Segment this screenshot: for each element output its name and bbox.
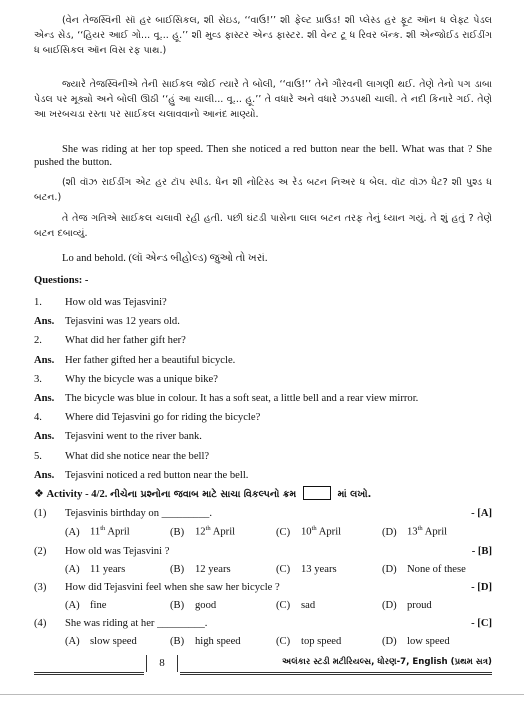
option-text: good bbox=[195, 600, 217, 611]
mcq-question-text: Tejasvinis birthday on _________. bbox=[65, 508, 212, 519]
question-row bbox=[34, 334, 492, 347]
option-day: 11 bbox=[90, 526, 101, 538]
passage-lo-and-behold: Lo and behold. (લૉ એન્ડ બીહોલ્ડ) જુઓ તો ખરાં. bbox=[62, 253, 268, 264]
option-label: (C) bbox=[276, 636, 291, 647]
mcq-option bbox=[65, 563, 125, 576]
mcq-answer: - [D] bbox=[471, 582, 492, 593]
mcq-question-text: How did Tejasvini feel when she saw her bicycle ? bbox=[65, 582, 280, 593]
mcq-number: (1) bbox=[34, 508, 47, 519]
option-text: slow speed bbox=[90, 636, 137, 647]
passage-transliteration-1: (વેન તેજસ્વિની સૉ હર બાઈસિકલ, શી સેઇડ, ‘‘વાઉ!’’ શી ફેલ્ટ પ્રાઉડ! શી પ્લેસ્ડ હર ફૂટ ઑન ધ લેફ્ટ પેડલ એન્ડ સેડ, ‘‘હિયર આઈ ગો... વૂ... હૂ.’’ શી મુવ્ડ ફાસ્ટર એન્ડ ફાસ્ટર. શી વેન્ટ ટૂ ધ રિવર બૅન્ક. શી એન્જોઈડ રાઈડીંગ ધ બાઈસિકલ ઑન વિસ રફ પાથ.) bbox=[34, 15, 492, 56]
question-text: Why the bicycle was a unique bike? bbox=[65, 373, 218, 385]
mcq-options bbox=[65, 563, 492, 577]
page-footer bbox=[34, 655, 492, 674]
answer-row bbox=[34, 354, 492, 367]
answer-text: Tejasvini went to the river bank. bbox=[65, 431, 202, 443]
page-number: 8 bbox=[146, 655, 178, 672]
option-label: (D) bbox=[382, 636, 397, 647]
mcq-question-text: How old was Tejasvini ? bbox=[65, 546, 170, 557]
option-text: sad bbox=[301, 600, 316, 611]
mcq-number: (4) bbox=[34, 618, 47, 629]
questions-heading: Questions: - bbox=[34, 275, 89, 286]
answer-label: Ans. bbox=[34, 393, 55, 404]
mcq-option bbox=[65, 525, 130, 539]
answer-label: Ans. bbox=[34, 316, 55, 328]
option-text: fine bbox=[90, 600, 107, 611]
option-label: (A) bbox=[65, 564, 80, 575]
passage-transliteration-2: (શી વૉઝ રાઈડીંગ એટ હર ટૉપ સ્પીડ. ધેન શી નોટિસ્ડ અ રેડ બટન નિઅર ધ બેલ. વૉટ વૉઝ ધેટ? શી પુશ્ડ ધ બટન.) bbox=[34, 177, 492, 203]
answer-row bbox=[34, 392, 492, 405]
mcq-option bbox=[276, 635, 341, 648]
mcq-option bbox=[382, 635, 450, 648]
mcq-option bbox=[276, 599, 315, 612]
option-day: 13 bbox=[407, 526, 418, 538]
answer-row bbox=[34, 430, 492, 443]
question-number: 5. bbox=[34, 450, 42, 462]
option-month: April bbox=[212, 526, 236, 538]
question-text: What did she notice near the bell? bbox=[65, 450, 210, 462]
bottom-rule bbox=[0, 694, 524, 695]
option-label: (B) bbox=[170, 564, 185, 575]
option-label: (B) bbox=[170, 600, 185, 611]
option-month: April bbox=[424, 526, 448, 538]
question-number: 4. bbox=[34, 412, 42, 424]
option-text: None of these bbox=[407, 564, 466, 575]
mcq-number: (3) bbox=[34, 582, 47, 593]
mcq-question bbox=[34, 507, 492, 520]
answer-text: Tejasvini noticed a red button near the bell. bbox=[65, 469, 249, 481]
activity-heading bbox=[34, 486, 492, 501]
question-row bbox=[34, 411, 492, 424]
mcq-options bbox=[65, 635, 492, 649]
option-label: (D) bbox=[382, 600, 397, 611]
mcq-option bbox=[65, 635, 137, 648]
mcq-answer: - [C] bbox=[471, 618, 492, 629]
question-text: What did her father gift her? bbox=[65, 335, 186, 347]
option-text: top speed bbox=[301, 636, 342, 647]
mcq-question bbox=[34, 617, 492, 630]
mcq-options bbox=[65, 525, 492, 539]
mcq-question-text: She was riding at her _________. bbox=[65, 618, 208, 629]
answer-row bbox=[34, 315, 492, 328]
mcq-question bbox=[34, 581, 492, 594]
option-label: (B) bbox=[170, 526, 185, 538]
activity-instruction: નીચેના પ્રશ્નોના જવાબ માટે સાચા વિકલ્પનો ક્રમ bbox=[110, 489, 297, 500]
option-label: (A) bbox=[65, 600, 80, 611]
option-day-suffix: th bbox=[417, 525, 423, 532]
mcq-option bbox=[276, 563, 337, 576]
mcq-option bbox=[170, 563, 231, 576]
diamond-bullet-icon: ❖ bbox=[34, 487, 44, 500]
question-row bbox=[34, 373, 492, 386]
option-label: (C) bbox=[276, 526, 291, 538]
option-text: proud bbox=[407, 600, 432, 611]
option-month: April bbox=[318, 526, 342, 538]
footer-book-title: અલંકાર સ્ટડી મટીરિયલ્સ, ધોરણ-7, English (પ્રથમ સત્ર) bbox=[180, 655, 492, 675]
option-text: 11 years bbox=[90, 564, 126, 575]
mcq-option bbox=[170, 599, 216, 612]
option-day: 12 bbox=[195, 526, 206, 538]
option-day: 10 bbox=[301, 526, 312, 538]
passage-translation-1: જ્યારે તેજસ્વિનીએ તેની સાઈકલ જોઈ ત્યારે તે બોલી, ‘‘વાઉ!’’ તેને ગૌરવની લાગણી થઈ. તેણે તેનો પગ ડાબા પેડલ પર મૂક્યો અને બોલી ઊઠી ‘‘હું આ ચાલી... વૂ... હૂ.’’ તે વધારે અને વધારે ઝડપથી ચાલી. તે નદી કિનારે ગઈ. તેણે આ ખરબચડા રસ્તા પર સાઈકલ ચલાવવાનો આનંદ માણ્યો. bbox=[34, 79, 492, 120]
activity-instruction-end: માં લખો. bbox=[337, 489, 372, 500]
activity-title: Activity - 4/2. bbox=[46, 489, 108, 500]
option-label: (A) bbox=[65, 526, 80, 538]
mcq-option bbox=[382, 599, 432, 612]
mcq-option bbox=[170, 635, 241, 648]
mcq-number: (2) bbox=[34, 546, 47, 557]
option-month: April bbox=[107, 526, 130, 538]
passage-english: She was riding at her top speed. Then she noticed a red button near the bell. What was that ? She pushed the button. bbox=[34, 144, 492, 169]
option-label: (D) bbox=[382, 526, 397, 538]
mcq-question bbox=[34, 545, 492, 558]
mcq-option bbox=[382, 525, 447, 539]
answer-row bbox=[34, 469, 492, 482]
option-day-suffix: th bbox=[100, 525, 106, 532]
option-text: 12 years bbox=[195, 564, 231, 575]
option-label: (A) bbox=[65, 636, 80, 647]
question-number: 3. bbox=[34, 373, 42, 385]
mcq-option bbox=[170, 525, 235, 539]
answer-box bbox=[303, 486, 331, 500]
option-text: low speed bbox=[407, 636, 450, 647]
option-text: 13 years bbox=[301, 564, 337, 575]
option-label: (B) bbox=[170, 636, 185, 647]
option-label: (C) bbox=[276, 564, 291, 575]
question-row bbox=[34, 450, 492, 463]
mcq-answer: - [B] bbox=[471, 546, 492, 557]
mcq-options bbox=[65, 599, 492, 613]
answer-text: The bicycle was blue in colour. It has a soft seat, a little bell and a rear view mirror. bbox=[65, 393, 419, 404]
answer-text: Her father gifted her a beautiful bicycle. bbox=[65, 354, 236, 366]
footer-rule-left bbox=[34, 655, 144, 675]
mcq-answer: - [A] bbox=[471, 508, 492, 519]
question-text: How old was Tejasvini? bbox=[65, 297, 167, 308]
answer-label: Ans. bbox=[34, 354, 55, 366]
answer-label: Ans. bbox=[34, 431, 55, 443]
question-text: Where did Tejasvini go for riding the bicycle? bbox=[65, 412, 261, 424]
mcq-option bbox=[65, 599, 106, 612]
question-row bbox=[34, 296, 492, 309]
answer-label: Ans. bbox=[34, 469, 55, 481]
option-text: high speed bbox=[195, 636, 241, 647]
mcq-option bbox=[276, 525, 341, 539]
answer-text: Tejasvini was 12 years old. bbox=[65, 316, 180, 328]
question-number: 1. bbox=[34, 297, 42, 308]
passage-translation-2: તે તેજ ગતિએ સાઈકલ ચલાવી રહી હતી. પછી ઘંટડી પાસેના લાલ બટન તરફ તેનું ધ્યાન ગયું. તે શું હતું ? તેણે બટન દબાવ્યું. bbox=[34, 213, 492, 239]
question-number: 2. bbox=[34, 335, 42, 347]
option-day-suffix: th bbox=[311, 525, 317, 532]
option-day-suffix: th bbox=[205, 525, 211, 532]
option-label: (D) bbox=[382, 564, 397, 575]
option-label: (C) bbox=[276, 600, 291, 611]
mcq-option bbox=[382, 563, 466, 576]
